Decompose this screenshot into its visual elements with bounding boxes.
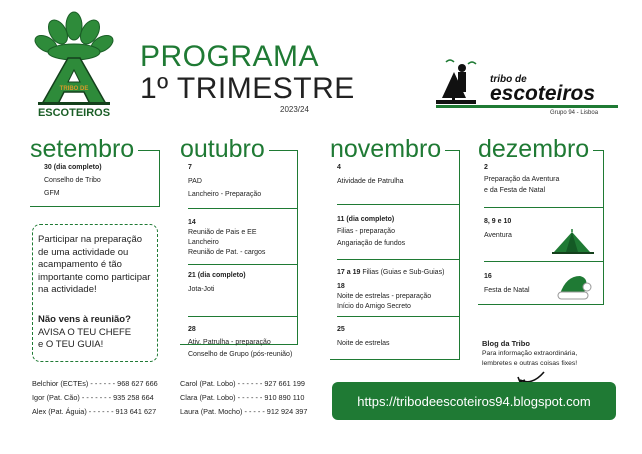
setembro-event-1	[44, 163, 102, 199]
event-line: Noite de estrelas - preparação	[337, 293, 432, 300]
event-date: 30 (dia completo)	[44, 164, 102, 171]
contact-row	[32, 377, 158, 391]
divider	[484, 261, 604, 262]
divider	[188, 208, 298, 209]
event-line: Conselho de Tribo	[44, 177, 101, 184]
contact-dashes: - - - - - -	[90, 379, 116, 388]
event-line: Ativ. Patrulha - preparação	[188, 339, 271, 346]
christmas-hat-icon	[556, 272, 592, 302]
event-date: 14	[188, 219, 196, 226]
blog-description-2: lembretes e outras coisas fixes!	[482, 360, 578, 367]
event-line: GFM	[44, 190, 60, 197]
event-line: Noite de estrelas	[337, 340, 390, 347]
blog-url-button[interactable]: https://tribodeescoteiros94.blogspot.com	[332, 382, 616, 420]
event-line: Filias - preparação	[337, 228, 395, 235]
contact-row	[180, 377, 307, 391]
program-title: PROGRAMA	[140, 40, 320, 73]
tribe-group-subtitle: Grupo 94 - Lisboa	[550, 110, 599, 116]
month-novembro: novembro	[330, 137, 445, 162]
contact-phone[interactable]: 912 924 397	[266, 407, 308, 416]
tribe-emblem-logo	[28, 8, 120, 120]
novembro-event-3	[337, 268, 444, 278]
tribe-big-text: escoteiros	[490, 82, 596, 105]
month-outubro: outubro	[180, 137, 269, 162]
event-line: Preparação da Aventura	[484, 176, 560, 183]
callout-line1: AVISA O TEU CHEFE	[38, 326, 132, 338]
event-inline: Filias (Guias e Sub-Guias)	[362, 269, 445, 276]
event-date: 8, 9 e 10	[484, 218, 512, 225]
novembro-event-4	[337, 282, 431, 312]
event-line: Reunião de Pais e EE	[188, 229, 257, 236]
contact-name: Belchior (ECTEs)	[32, 379, 89, 388]
event-line: PAD	[188, 178, 202, 185]
event-date: 17 a 19	[337, 269, 361, 276]
novembro-event-2	[337, 215, 405, 249]
event-date: 4	[337, 164, 341, 171]
outubro-event-2	[188, 218, 265, 258]
contact-name: Alex (Pat. Águia)	[32, 407, 87, 416]
contact-name: Clara (Pat. Lobo)	[180, 393, 236, 402]
contact-row	[180, 405, 307, 419]
logo-top-text: TRIBO DE	[59, 86, 89, 92]
contact-dashes: - - - - -	[244, 407, 265, 416]
tribe-small-text: tribo de	[490, 74, 527, 85]
tribo-de-escoteiros-logo	[432, 58, 622, 116]
event-date: 11 (dia completo)	[337, 216, 395, 223]
month-dezembro: dezembro	[478, 137, 593, 162]
contact-name: Carol (Pat. Lobo)	[180, 379, 236, 388]
event-date: 28	[188, 326, 196, 333]
contacts-left	[32, 377, 158, 419]
event-line: Lancheiro - Preparação	[188, 191, 262, 198]
outubro-event-3	[188, 271, 246, 295]
contact-dashes: - - - - - -	[237, 379, 263, 388]
event-line: Jota-Joti	[188, 286, 215, 293]
contact-name: Igor (Pat. Cão)	[32, 393, 80, 402]
contact-dashes: - - - - - - -	[81, 393, 112, 402]
contact-phone[interactable]: 927 661 199	[264, 379, 305, 388]
event-line: Aventura	[484, 232, 512, 239]
contact-phone[interactable]: 910 890 110	[264, 393, 305, 402]
event-date: 2	[484, 164, 488, 171]
logo-bottom-text: ESCOTEIROS	[37, 107, 111, 119]
divider	[337, 316, 460, 317]
event-line: Reunião de Pat. - cargos	[188, 249, 266, 256]
contact-row	[180, 391, 307, 405]
novembro-event-1	[337, 163, 404, 187]
contact-phone[interactable]: 935 258 664	[113, 393, 154, 402]
dezembro-event-2	[484, 217, 512, 241]
contact-dashes: - - - - - -	[88, 407, 114, 416]
outubro-event-1	[188, 163, 261, 200]
trimester-title: 1º TRIMESTRE	[140, 72, 355, 105]
contact-row	[32, 405, 158, 419]
callout-line2: e O TEU GUIA!	[38, 339, 104, 350]
blog-title: Blog da Tribo	[482, 339, 530, 348]
contact-phone[interactable]: 968 627 666	[117, 379, 158, 388]
novembro-event-5	[337, 325, 390, 349]
event-line: Angariação de fundos	[337, 240, 406, 247]
divider	[337, 259, 460, 260]
divider	[484, 207, 604, 208]
callout-text: Participar na preparação de uma actividade ou acampamento é tão importante como participar na actividade!	[38, 234, 151, 295]
outubro-event-4	[188, 325, 292, 360]
event-line: Início do Amigo Secreto	[337, 303, 411, 310]
callout-question: Não vens à reunião?	[38, 314, 131, 325]
event-date: 16	[484, 273, 492, 280]
event-date: 7	[188, 164, 192, 171]
dezembro-event-3	[484, 272, 530, 296]
callout-bold	[38, 314, 156, 352]
contact-dashes: - - - - - -	[237, 393, 263, 402]
event-line: Lancheiro	[188, 239, 219, 246]
contact-phone[interactable]: 913 641 627	[115, 407, 157, 416]
divider	[188, 264, 298, 265]
divider	[337, 204, 460, 205]
event-line: e da Festa de Natal	[484, 187, 546, 194]
school-year: 2023/24	[280, 105, 309, 114]
dezembro-event-1	[484, 163, 559, 196]
divider	[188, 316, 298, 317]
contact-name: Laura (Pat. Mocho)	[180, 407, 243, 416]
event-line: Festa de Natal	[484, 287, 530, 294]
blog-description-1: Para informação extraordinária,	[482, 350, 578, 357]
event-date: 25	[337, 326, 345, 333]
event-line: Atividade de Patrulha	[337, 178, 404, 185]
event-date: 18	[337, 283, 345, 290]
event-line: Conselho de Grupo (pós-reunião)	[188, 351, 293, 358]
contact-row	[32, 391, 158, 405]
month-setembro: setembro	[30, 137, 138, 162]
tent-icon	[552, 228, 594, 254]
contacts-right	[180, 377, 307, 419]
event-date: 21 (dia completo)	[188, 272, 246, 279]
